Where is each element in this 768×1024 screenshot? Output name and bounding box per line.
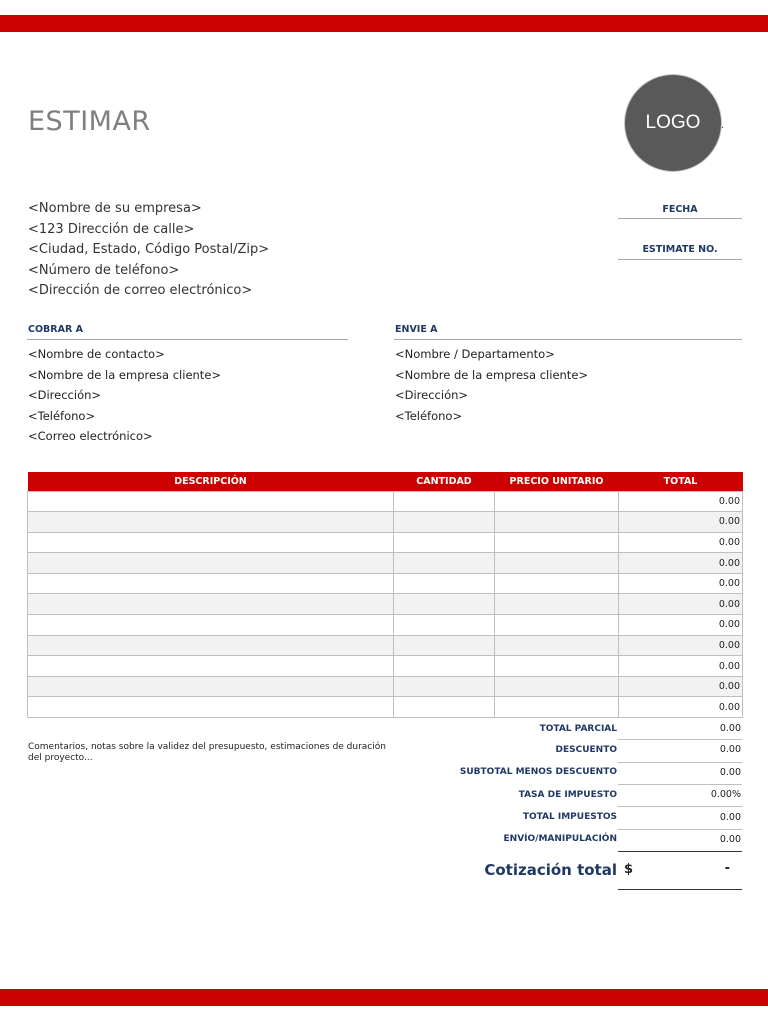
quantity-cell[interactable] [394,615,495,636]
description-cell[interactable] [28,656,394,677]
shipping-divider [618,851,742,852]
subtotal-less-discount-label: SUBTOTAL MENOS DESCUENTO [459,767,617,777]
quantity-cell[interactable] [394,676,495,697]
unit-price-cell[interactable] [495,491,619,512]
ship-to-address[interactable]: <Dirección> [395,388,469,403]
unit-price-cell[interactable] [495,676,619,697]
grand-total-underline [618,889,742,890]
shipping-label: ENVÍO/MANIPULACIÓN [503,834,617,844]
document-title: ESTIMAR [28,106,151,137]
unit-price-cell[interactable] [495,635,619,656]
discount-value[interactable]: 0.00 [719,744,741,755]
total-cell: 0.00 [619,635,743,656]
unit-price-cell[interactable] [495,573,619,594]
total-cell: 0.00 [619,656,743,677]
subtotal-divider [618,739,742,740]
description-cell[interactable] [28,594,394,615]
tax-rate-value[interactable]: 0.00% [710,789,741,800]
date-label: FECHA [662,204,698,215]
discount-divider [618,762,742,763]
estimate-no-field[interactable] [618,259,742,260]
logo-text: LOGO [645,112,701,133]
ship-to-company[interactable]: <Nombre de la empresa cliente> [395,367,589,382]
date-field[interactable] [618,218,742,219]
subtotal-less-discount-divider [618,784,742,785]
company-name[interactable]: <Nombre de su empresa> [28,201,202,216]
logo-dot: . [721,120,725,131]
items-table-header [28,472,743,491]
column-header-total: TOTAL [619,472,743,491]
bill-to-email[interactable]: <Correo electrónico> [28,429,153,444]
table-row [28,676,743,697]
subtotal-less-discount-value: 0.00 [719,767,741,778]
total-cell: 0.00 [619,573,743,594]
quantity-cell[interactable] [394,532,495,553]
comments-note[interactable]: Comentarios, notas sobre la validez del presupuesto, estimaciones de duración del proyecto... [28,742,386,763]
bill-to-company[interactable]: <Nombre de la empresa cliente> [28,367,222,382]
company-email[interactable]: <Dirección de correo electrónico> [28,283,253,298]
top-accent-bar [0,15,768,32]
unit-price-cell[interactable] [495,697,619,718]
total-cell: 0.00 [619,697,743,718]
table-row [28,635,743,656]
quantity-cell[interactable] [394,656,495,677]
table-row [28,532,743,553]
subtotal-value: 0.00 [719,723,741,734]
tax-rate-label: TASA DE IMPUESTO [518,790,617,800]
total-cell: 0.00 [619,676,743,697]
description-cell[interactable] [28,635,394,656]
table-row [28,594,743,615]
total-cell: 0.00 [619,491,743,512]
quantity-cell[interactable] [394,573,495,594]
grand-total-label: Cotización total [484,861,617,879]
description-cell[interactable] [28,491,394,512]
grand-total-currency: $ [624,862,634,877]
company-info [28,199,269,302]
total-cell: 0.00 [619,512,743,533]
table-row [28,573,743,594]
ship-to-heading: ENVIE A [395,324,438,335]
unit-price-cell[interactable] [495,615,619,636]
total-tax-divider [618,829,742,830]
bill-to-details [28,344,221,447]
description-cell[interactable] [28,676,394,697]
description-cell[interactable] [28,553,394,574]
description-cell[interactable] [28,512,394,533]
total-tax-value: 0.00 [719,812,741,823]
company-street[interactable]: <123 Dirección de calle> [28,221,195,237]
quantity-cell[interactable] [394,697,495,718]
unit-price-cell[interactable] [495,512,619,533]
discount-label: DESCUENTO [555,745,617,755]
quantity-cell[interactable] [394,635,495,656]
unit-price-cell[interactable] [495,532,619,553]
unit-price-cell[interactable] [495,594,619,615]
total-cell: 0.00 [619,615,743,636]
description-cell[interactable] [28,573,394,594]
shipping-value[interactable]: 0.00 [719,834,741,845]
total-cell: 0.00 [619,553,743,574]
table-row [28,553,743,574]
column-header-quantity: CANTIDAD [394,472,495,491]
table-row [28,491,743,512]
logo-placeholder[interactable] [624,74,725,172]
description-cell[interactable] [28,697,394,718]
estimate-no-label: ESTIMATE NO. [642,244,718,255]
table-row [28,615,743,636]
total-cell: 0.00 [619,532,743,553]
company-phone[interactable]: <Número de teléfono> [28,262,180,278]
table-row [28,697,743,718]
unit-price-cell[interactable] [495,656,619,677]
quantity-cell[interactable] [394,512,495,533]
bill-to-heading: COBRAR A [28,324,83,335]
items-table [27,472,743,718]
bottom-accent-bar [0,989,768,1006]
ship-to-details [395,344,588,426]
subtotal-label: TOTAL PARCIAL [539,724,617,734]
bill-to-address[interactable]: <Dirección> [28,388,102,403]
description-cell[interactable] [28,532,394,553]
total-tax-label: TOTAL IMPUESTOS [522,812,617,822]
tax-rate-divider [618,806,742,807]
grand-total-value: - [724,861,730,876]
column-header-unit-price: PRECIO UNITARIO [495,472,619,491]
table-row [28,512,743,533]
bill-to-contact[interactable]: <Nombre de contacto> [28,347,165,361]
table-row [28,656,743,677]
column-header-description: DESCRIPCIÓN [28,472,394,491]
ship-to-phone[interactable]: <Teléfono> [395,408,463,423]
quantity-cell[interactable] [394,594,495,615]
quantity-cell[interactable] [394,491,495,512]
description-cell[interactable] [28,615,394,636]
bill-to-phone[interactable]: <Teléfono> [28,408,96,423]
ship-to-divider [394,339,742,340]
ship-to-name[interactable]: <Nombre / Departamento> [395,347,555,361]
bill-to-divider [27,339,348,340]
total-cell: 0.00 [619,594,743,615]
unit-price-cell[interactable] [495,553,619,574]
company-city[interactable]: <Ciudad, Estado, Código Postal/Zip> [28,242,270,257]
quantity-cell[interactable] [394,553,495,574]
